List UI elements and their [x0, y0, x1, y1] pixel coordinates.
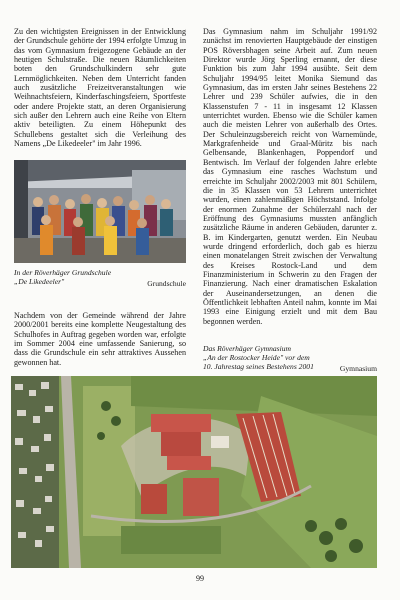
- caption-line: „An der Rostocker Heide" vor dem: [203, 353, 310, 362]
- caption-tag: Gymnasium: [339, 364, 377, 373]
- page-number: 99: [196, 574, 204, 583]
- gymnasium-photo-caption: [203, 344, 377, 373]
- gymnasium-aerial-photo: [11, 376, 377, 568]
- grundschule-text: Zu den wichtigsten Ereignissen in der Entwicklung der Grundschule gehörte der 1994 erfolgte Umzug in das vom Gymnasium freigezogene Gebäude an der heutigen Schulstraße. Die neuen Räumlichkeiten boten den Grundschulkindern sehr gute Lernmöglichkeiten. Neben dem Unterricht fanden auch zusätzliche Freizeitveranstaltungen wie Weihnachtsfeiern, Kinderfaschingsfeiern, Sportfeste oder andere Projekte statt, an deren Organisierung sich außer den Lehrern auch eine Reihe von Eltern aktiv beteiligten. Zu einem Höhepunkt des Schullebens gestaltet sich die Verleihung des Namens „De Likedeeler" im Jahr 1996.: [14, 27, 186, 149]
- caption-tag: Grundschule: [147, 279, 186, 288]
- schoolyard-crowd-image: [14, 160, 186, 263]
- caption-line: 10. Jahrestag seines Bestehens 2001: [203, 362, 314, 371]
- caption-line: „De Likedeeler": [14, 277, 65, 286]
- gymnasium-text: Das Gymnasium nahm im Schuljahr 1991/92 zunächst im renovierten Hauptgebäude der einstigen POS Röversbhagen seine Arbeit auf. Zum neuen Direktor wurde Jörg Sperling ernannt, der diese Funktion bis zum Jahr 1994 ausübte. Seit dem Schuljahr 1994/95 leitet Monika Siemund das Gymnasium, das im ersten Jahr seines Bestehens 22 Lehrer und 239 Schüler aufwies, die in den Klassenstufen 7 - 11 in insgesamt 12 Klassen unterrichtet wurden. Ebenso wie die Schüler kamen auch die meisten Lehrer von außerhalb des Ortes. Der Schuleinzugsbereich reicht von Warnemünde, Markgrafenheide und Graal-Müritz bis nach Gelbensande, Blankenhagen, Poppendorf und Bentwisch. Im Verlauf der folgenden Jahre erlebte das Gymnasium eine rasches Wachstum und erreichte im Schuljahr 2002/2003 mit 801 Schülern, die in 35 Klassen von 53 Lehrern unterrichtet wurden, einen zahlenmäßigen Höchststand. Infolge der enormen Zunahme der Schülerzahl nach der Eröffnung des Gymnasiums mussten anfänglich zusätzliche Räume in anderen Gebäuden, darunter z. B. im Kindergarten, genutzt werden. Ein Neubau wurde dringend erforderlich, doch gab es hierzu einen monatelangen Streit zwischen der Verwaltung des Kreises Rostock-Land und dem Finanzministerium in Schwerin zu den Fragen der Finanzierung. Nach einer dramatischen Eskalation der Auseinandersetzungen, an denen die Öffentlichkeit lebhaften Anteil nahm, konnte im Mai 1993 eine Einigung erzielt und mit dem Bau begonnen werden.: [203, 27, 377, 326]
- caption-line: Das Röverhäger Gymnasium: [203, 344, 292, 353]
- grundschule-photo: [14, 160, 186, 263]
- grundschule-photo-caption: [14, 268, 186, 288]
- grundschule-sanierung-text: Nachdem von der Gemeinde während der Jahre 2000/2001 bereits eine komplette Neugestaltung des Schulhofes in Auftrag gegeben worden war, erfolgte im Sommer 2004 eine umfassende Sanierung, so dass die Grundschule ein sehr attraktives Aussehen gewonnen hat.: [14, 311, 186, 367]
- caption-line: In der Röverhäger Grundschule: [14, 268, 112, 277]
- aerial-campus-image: [11, 376, 377, 568]
